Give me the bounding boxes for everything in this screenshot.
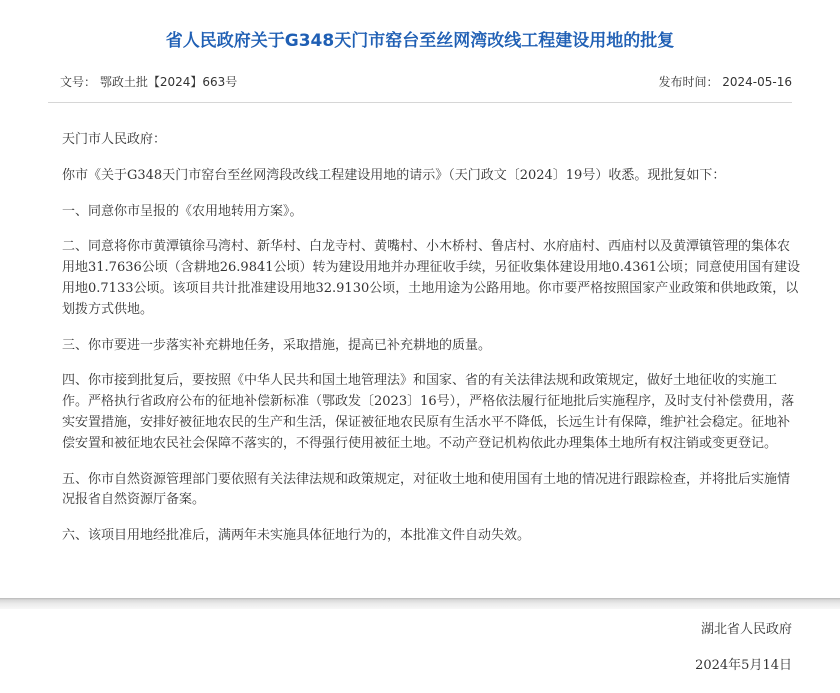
- paragraph-6: 六、该项目用地经批准后，满两年未实施具体征地行为的，本批准文件自动失效。: [62, 528, 531, 544]
- header-divider: [48, 102, 792, 103]
- document-body: [62, 130, 802, 547]
- salutation: 天门市人民政府：: [62, 132, 167, 147]
- paragraph-2: 二、同意将你市黄潭镇徐马湾村、新华村、白龙寺村、黄嘴村、小木桥村、鲁店村、水府庙村、西庙村以及黄潭镇管理的集体农用地31.7636公顷（含耕地26.9841公顷）转为建设用地并办理征收手续，另征收集体建设用地0.4361公顷；同意使用国有建设用地0.7133公顷。该项目共计批准建设用地32.9130公顷，土地用途为公路用地。你市要严格按照国家产业政策和供地政策，以划拨方式供地。: [62, 239, 801, 317]
- paragraph-5: 五、你市自然资源管理部门要依照有关法律法规和政策规定，对征收土地和使用国有土地的情况进行跟踪检查，并将批后实施情况报省自然资源厅备案。: [62, 471, 791, 508]
- document-number: 文号： 鄂政土批【2024】663号: [60, 75, 238, 89]
- paragraph-4: 四、你市接到批复后，要按照《中华人民共和国土地管理法》和国家、省的有关法律法规和政策规定，做好土地征收的实施工作。严格执行省政府公布的征地补偿新标准（鄂政发〔2023〕16号），严格依法履行征地批后实施程序，及时支付补偿费用，落实安置措施，安排好被征地农民的生产和生活，保证被征地农民原有生活水平不降低，长远生计有保障，维护社会稳定。征地补偿安置和被征地农民社会保障不落实的，不得强行使用被征土地。不动产登记机构依此办理集体土地所有权注销或变更登记。: [62, 373, 795, 451]
- paragraph-1: 一、同意你市呈报的《农用地转用方案》。: [62, 203, 303, 219]
- intro-paragraph: 你市《关于G348天门市窑台至丝网湾段改线工程建设用地的请示》（天门政文〔2024〕19号）收悉。现批复如下：: [62, 167, 726, 183]
- issue-date: 2024年5月14日: [695, 658, 792, 673]
- publish-date: 发布时间： 2024-05-16: [658, 75, 792, 89]
- document-title: 省人民政府关于G348天门市窑台至丝网湾改线工程建设用地的批复: [165, 31, 675, 51]
- paragraph-3: 三、你市要进一步落实补充耕地任务，采取措施，提高已补充耕地的质量。: [62, 337, 492, 353]
- footer-divider: [0, 598, 840, 609]
- issuer-signature: 湖北省人民政府: [700, 622, 792, 637]
